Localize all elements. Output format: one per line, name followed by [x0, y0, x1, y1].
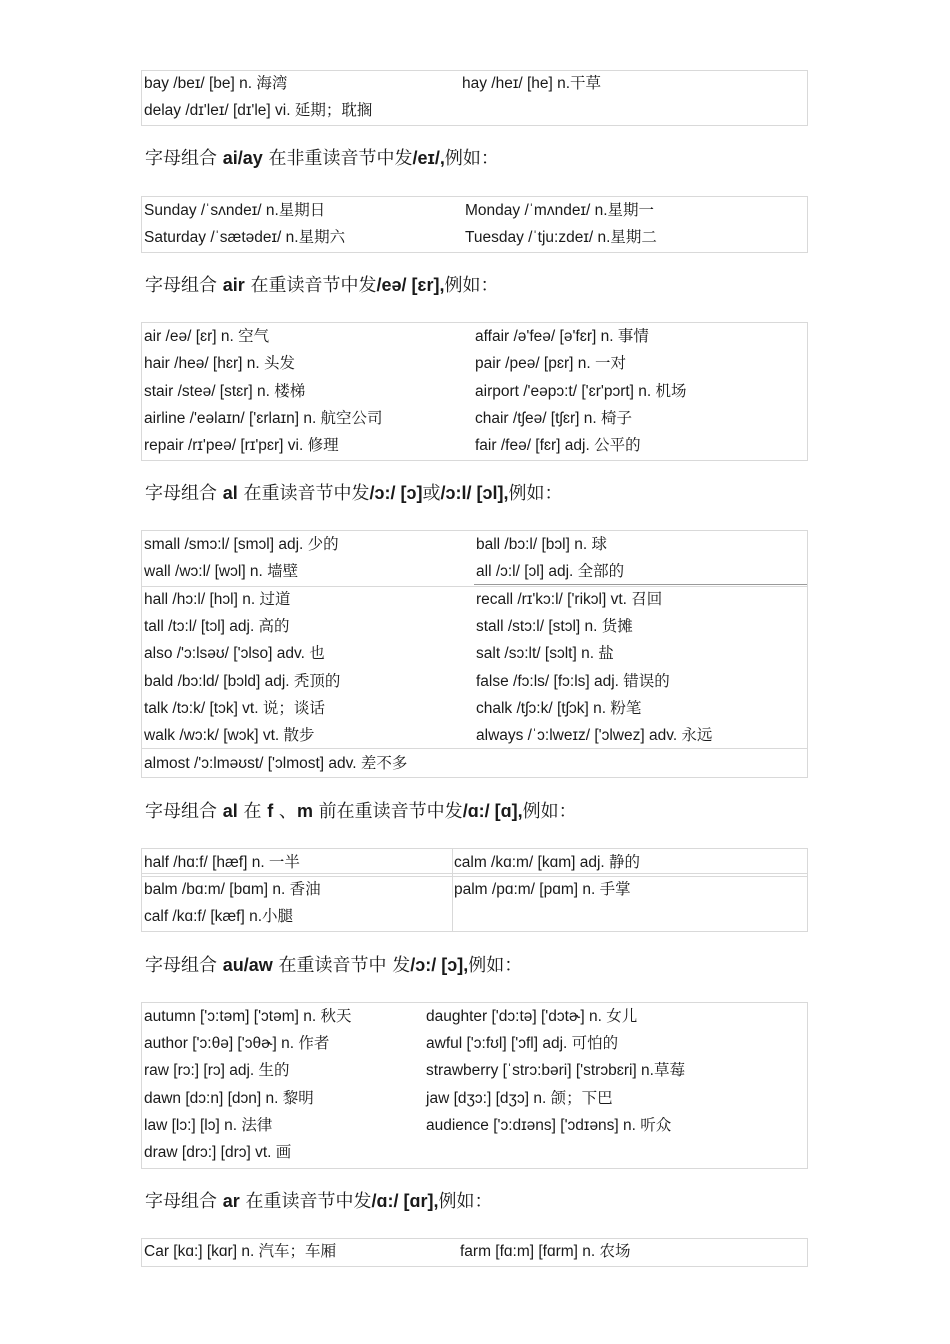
word-entry: calm /kɑ:m/ [kɑm] adj. 静的: [454, 854, 641, 871]
section-heading-air: 字母组合 air 在重读音节中发/eə/ [ɛr],例如：: [145, 275, 499, 296]
word-entry: stall /stɔ:l/ [stɔl] n. 货摊: [476, 618, 633, 635]
word-entry: law [lɔ:] [lɔ] n. 法律: [144, 1117, 273, 1134]
word-entry: dawn [dɔ:n] [dɔn] n. 黎明: [144, 1090, 314, 1107]
word-entry: delay /dɪ'leɪ/ [dɪ'le] vi. 延期；耽搁: [144, 102, 373, 119]
word-entry: false /fɔ:ls/ [fɔ:ls] adj. 错误的: [476, 673, 670, 690]
word-entry: also /'ɔ:lsəʊ/ ['ɔlso] adv. 也: [144, 645, 325, 662]
word-entry: hall /hɔ:l/ [hɔl] n. 过道: [144, 591, 291, 608]
word-entry: bay /beɪ/ [be] n. 海湾: [144, 75, 288, 92]
section-heading-al: 字母组合 al 在重读音节中发/ɔ:/ [ɔ]或/ɔ:l/ [ɔl],例如：: [145, 483, 563, 504]
word-entry: hair /heə/ [hɛr] n. 头发: [144, 355, 295, 372]
word-entry: ball /bɔ:l/ [bɔl] n. 球: [476, 536, 607, 553]
word-entry: stair /steə/ [stɛr] n. 楼梯: [144, 383, 306, 400]
word-entry: affair /ə'feə/ [ə'fɛr] n. 事情: [475, 328, 649, 345]
word-entry: pair /peə/ [pɛr] n. 一对: [475, 355, 626, 372]
word-entry: autumn ['ɔ:təm] ['ɔtəm] n. 秋天: [144, 1008, 352, 1025]
word-entry: tall /tɔ:l/ [tɔl] adj. 高的: [144, 618, 290, 635]
column-divider: [452, 848, 453, 932]
word-entry: Car [kɑ:] [kɑr] n. 汽车；车厢: [144, 1243, 337, 1260]
word-entry: daughter ['dɔ:tə] ['dɔtɚ] n. 女儿: [426, 1008, 638, 1025]
word-entry: airport /'eəpɔ:t/ ['ɛr'pɔrt] n. 机场: [475, 383, 687, 400]
word-entry: salt /sɔ:lt/ [sɔlt] n. 盐: [476, 645, 614, 662]
row-divider: [474, 584, 807, 585]
word-entry: draw [drɔ:] [drɔ] vt. 画: [144, 1144, 292, 1161]
word-entry: chair /tʃeə/ [tʃɛr] n. 椅子: [475, 410, 632, 427]
word-entry: airline /'eəlaɪn/ ['ɛrlaɪn] n. 航空公司: [144, 410, 383, 427]
word-entry: talk /tɔ:k/ [tɔk] vt. 说；谈话: [144, 700, 325, 717]
word-entry: Sunday /ˈsʌndeɪ/ n.星期日: [144, 202, 326, 219]
word-entry: all /ɔ:l/ [ɔl] adj. 全部的: [476, 563, 625, 580]
word-entry: palm /pɑ:m/ [pɑm] n. 手掌: [454, 881, 631, 898]
word-entry: jaw [dʒɔ:] [dʒɔ] n. 颌；下巴: [426, 1090, 613, 1107]
word-entry: audience ['ɔ:dɪəns] ['ɔdɪəns] n. 听众: [426, 1117, 672, 1134]
word-entry: farm [fɑ:m] [fɑrm] n. 农场: [460, 1243, 631, 1260]
row-divider: [141, 876, 808, 877]
word-entry: chalk /tʃɔ:k/ [tʃɔk] n. 粉笔: [476, 700, 642, 717]
word-entry: fair /feə/ [fɛr] adj. 公平的: [475, 437, 641, 454]
word-entry: Saturday /ˈsætədeɪ/ n.星期六: [144, 229, 346, 246]
word-entry: Tuesday /ˈtju:zdeɪ/ n.星期二: [465, 229, 657, 246]
word-entry: air /eə/ [ɛr] n. 空气: [144, 328, 270, 345]
section-heading-al-fm: 字母组合 al 在 f 、m 前在重读音节中发/ɑ:/ [ɑ],例如：: [145, 801, 577, 822]
word-entry: repair /rɪ'peə/ [rɪ'pɛr] vi. 修理: [144, 437, 339, 454]
word-entry: half /hɑ:f/ [hæf] n. 一半: [144, 854, 300, 871]
word-entry: bald /bɔ:ld/ [bɔld] adj. 秃顶的: [144, 673, 341, 690]
word-entry: almost /'ɔ:lməʊst/ ['ɔlmost] adv. 差不多: [144, 755, 408, 772]
word-entry: awful ['ɔ:fʊl] ['ɔfl] adj. 可怕的: [426, 1035, 619, 1052]
section-heading-ai-ay: 字母组合 ai/ay 在非重读音节中发/eɪ/,例如：: [145, 148, 499, 169]
word-entry: calf /kɑ:f/ [kæf] n.小腿: [144, 908, 294, 925]
word-entry: recall /rɪ'kɔ:l/ ['rikɔl] vt. 召回: [476, 591, 663, 608]
word-entry: strawberry [ˈstrɔ:bəri] ['strɔbɛri] n.草莓: [426, 1062, 685, 1079]
word-entry: hay /heɪ/ [he] n.干草: [462, 75, 602, 92]
word-entry: always /ˈɔ:lweɪz/ ['ɔlwez] adv. 永远: [476, 727, 713, 744]
row-divider: [141, 586, 808, 587]
row-divider: [141, 748, 808, 749]
word-entry: Monday /ˈmʌndeɪ/ n.星期一: [465, 202, 654, 219]
word-entry: author ['ɔ:θə] ['ɔθɚ] n. 作者: [144, 1035, 330, 1052]
section-heading-ar: 字母组合 ar 在重读音节中发/ɑ:/ [ɑr],例如：: [145, 1191, 493, 1212]
word-entry: raw [rɔ:] [rɔ] adj. 生的: [144, 1062, 290, 1079]
section-heading-au-aw: 字母组合 au/aw 在重读音节中 发/ɔ:/ [ɔ],例如：: [145, 955, 523, 976]
word-entry: balm /bɑ:m/ [bɑm] n. 香油: [144, 881, 321, 898]
word-entry: walk /wɔ:k/ [wɔk] vt. 散步: [144, 727, 315, 744]
word-entry: wall /wɔ:l/ [wɔl] n. 墙壁: [144, 563, 299, 580]
word-entry: small /smɔ:l/ [smɔl] adj. 少的: [144, 536, 339, 553]
row-divider: [141, 873, 808, 874]
